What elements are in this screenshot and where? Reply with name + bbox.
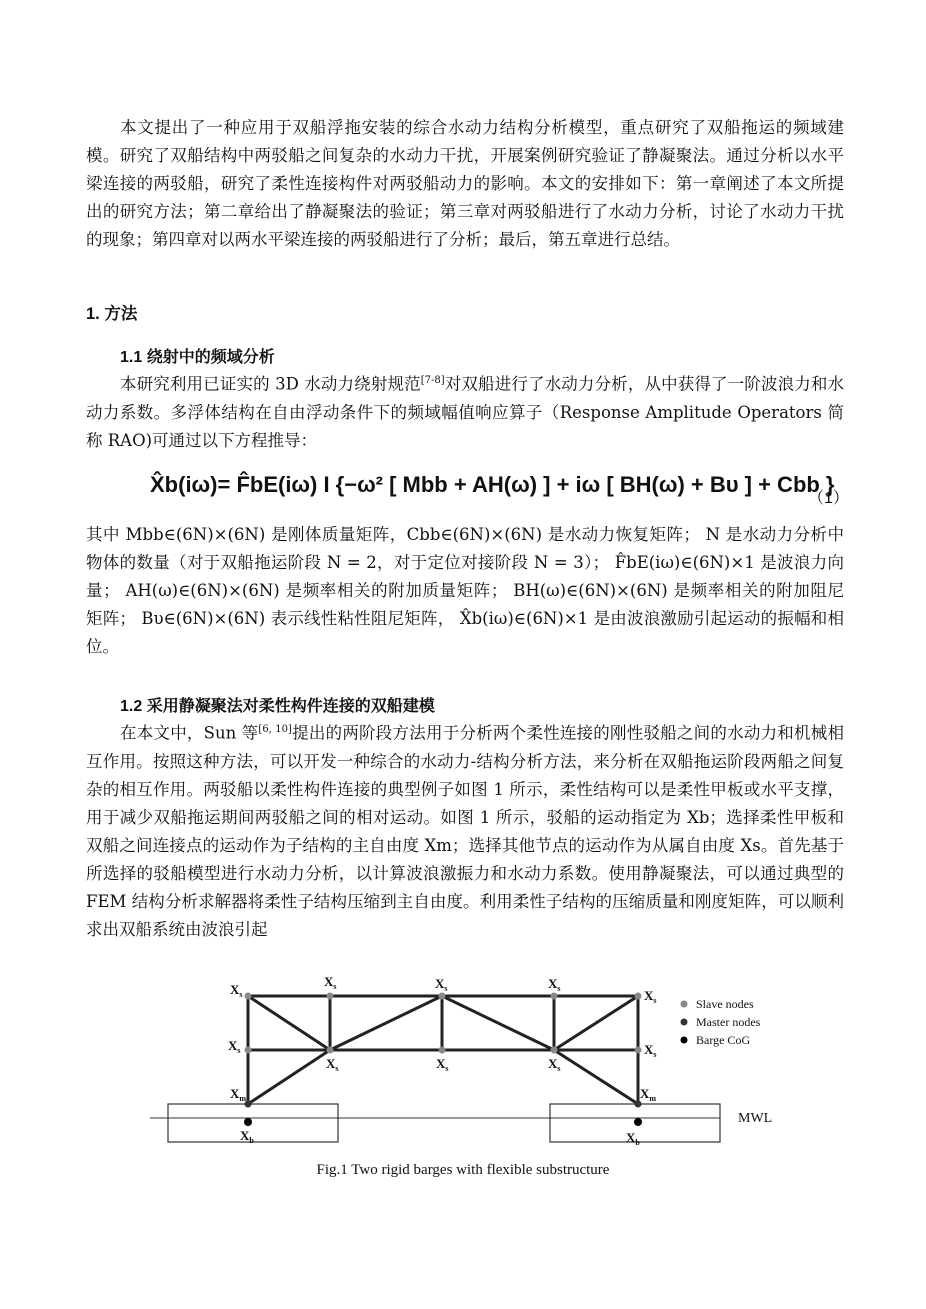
xs-label: X — [548, 1056, 558, 1071]
xs-sub: s — [557, 1064, 561, 1073]
xb-sub: b — [249, 1136, 254, 1145]
xs-label: X — [228, 1038, 238, 1053]
where-paragraph: 其中 Mbb∈(6N)×(6N) 是刚体质量矩阵，Cbb∈(6N)×(6N) 是水动力恢复矩阵； N 是水动力分析中物体的数量（对于双船拖运阶段 N = 2，对于定位对接阶段 N = 3）； F̂bE(iω)∈(6N)×1 是波浪力向量； AH(ω)∈(6N)×(6N) 是频率相关的附加质量矩阵； BH(ω)∈(6N)×(6N) 是频率相关的附加阻尼矩阵； Bυ∈(6N)×(6N) 表示线性粘性阻尼矩阵， X̂b(iω)∈(6N)×1 是由波浪激励引起运动的振幅和相位。 — [86, 525, 844, 656]
p11-citation: [7-8] — [420, 375, 445, 386]
xm-label: X — [640, 1086, 650, 1101]
xs-sub: s — [333, 982, 337, 991]
equation-lhs: X̂b(iω)= — [150, 472, 231, 497]
xb-sub: b — [635, 1138, 640, 1147]
mwl-label: MWL — [738, 1111, 773, 1126]
xs-label: X — [324, 974, 334, 989]
svg-text:Xb — [240, 1128, 254, 1145]
xs-sub: s — [653, 996, 657, 1005]
svg-text:Xs — [435, 976, 448, 993]
xb-label: X — [240, 1128, 250, 1143]
svg-text:Xs — [548, 976, 561, 993]
xs-label: X — [436, 1056, 446, 1071]
section-1-heading: 1. 方法 — [86, 305, 138, 323]
svg-text:Xs — [644, 988, 657, 1005]
svg-text:Xs — [228, 1038, 241, 1055]
equation-number: （1） — [808, 490, 849, 507]
legend-cog: Barge CoG — [696, 1033, 751, 1047]
section-1-1-heading: 1.1 绕射中的频域分析 — [120, 349, 275, 366]
p12-citation: [6, 10] — [258, 724, 292, 735]
legend-slave: Slave nodes — [696, 997, 754, 1011]
svg-text:Xm — [640, 1086, 656, 1103]
xm-sub: m — [649, 1094, 657, 1103]
intro-paragraph: 本文提出了一种应用于双船浮拖安装的综合水动力结构分析模型，重点研究了双船拖运的频域建模。研究了双船结构中两驳船之间复杂的水动力干扰，开展案例研究验证了静凝聚法。通过分析以水平梁连接的两驳船，研究了柔性连接构件对两驳船动力的影响。本文的安排如下：第一章阐述了本文所提出的研究方法；第二章给出了静凝聚法的验证；第三章对两驳船进行了水动力分析，讨论了水动力干扰的现象；第四章对以两水平梁连接的两驳船进行了分析；最后，第五章进行总结。 — [86, 118, 844, 249]
xs-sub: s — [445, 1064, 449, 1073]
equation-1 — [150, 472, 850, 518]
svg-text:Xs — [324, 974, 337, 991]
p12-text-b: 提出的两阶段方法用于分析两个柔性连接的刚性驳船之间的水动力和机械相互作用。按照这种方法，可以开发一种综合的水动力-结构分析方法，来分析在双船拖运阶段两船之间复杂的相互作用。两驳船以柔性构件连接的典型例子如图 1 所示，柔性结构可以是柔性甲板或水平支撑，用于减少双船拖运期间两驳船之间的相对运动。如图 1 所示，驳船的运动指定为 Xb；选择柔性甲板和双船之间连接点的运动作为子结构的主自由度 Xm；选择其他节点的运动作为从属自由度 Xs。首先基于所选择的驳船模型进行水动力分析，以计算波浪激振力和水动力系数。使用静凝聚法，可以通过典型的 FEM 结构分析求解器将柔性子结构压缩到主自由度。利用柔性子结构的压缩质量和刚度矩阵，可以顺利求出双船系统由波浪引起 — [86, 723, 845, 939]
section-1-2-heading: 1.2 采用静凝聚法对柔性构件连接的双船建模 — [120, 698, 435, 715]
xs-label: X — [326, 1056, 336, 1071]
svg-text:Xs — [644, 1042, 657, 1059]
xs-sub: s — [444, 984, 448, 993]
equation-body: F̂bE(iω) I {−ω² [ Mbb + AH(ω) ] + iω [ BH(ω) + Bυ ] + Cbb } — [236, 472, 835, 497]
section-1-1-paragraph — [86, 367, 844, 455]
xm-label: X — [230, 1086, 240, 1101]
xs-sub: s — [335, 1064, 339, 1073]
svg-text:Xs — [326, 1056, 339, 1073]
svg-text:Xs — [436, 1056, 449, 1073]
svg-text:Xs — [230, 982, 243, 999]
svg-text:Xs — [548, 1056, 561, 1073]
xs-sub: s — [239, 990, 243, 999]
svg-text:Xm — [230, 1086, 246, 1103]
section-1-2-paragraph — [86, 716, 844, 944]
xs-label: X — [548, 976, 558, 991]
xm-sub: m — [239, 1094, 247, 1103]
xs-label: X — [644, 988, 654, 1003]
xs-label: X — [230, 982, 240, 997]
legend-master: Master nodes — [696, 1015, 761, 1029]
xb-label: X — [626, 1130, 636, 1145]
p11-text-b: 对双船进行了水动力分析，从中获得了一阶波浪力和水动力系数。多浮体结构在自由浮动条件下的频域幅值响应算子（Response Amplitude Operators 简称 RAO)可通过以下方程推导： — [86, 374, 844, 450]
figure-caption: Fig.1 Two rigid barges with flexible substructure — [316, 1162, 610, 1178]
figure-legend — [681, 997, 761, 1047]
figure-1 — [140, 972, 780, 1162]
p12-text-a: 在本文中，Sun 等 — [120, 723, 259, 743]
p11-text-a: 本研究利用已证实的 3D 水动力绕射规范 — [120, 374, 421, 394]
xs-sub: s — [653, 1050, 657, 1059]
svg-text:Xb — [626, 1130, 640, 1147]
barge-cog-nodes — [244, 1118, 642, 1126]
xs-label: X — [644, 1042, 654, 1057]
xs-sub: s — [237, 1046, 241, 1055]
xs-label: X — [435, 976, 445, 991]
xs-sub: s — [557, 984, 561, 993]
